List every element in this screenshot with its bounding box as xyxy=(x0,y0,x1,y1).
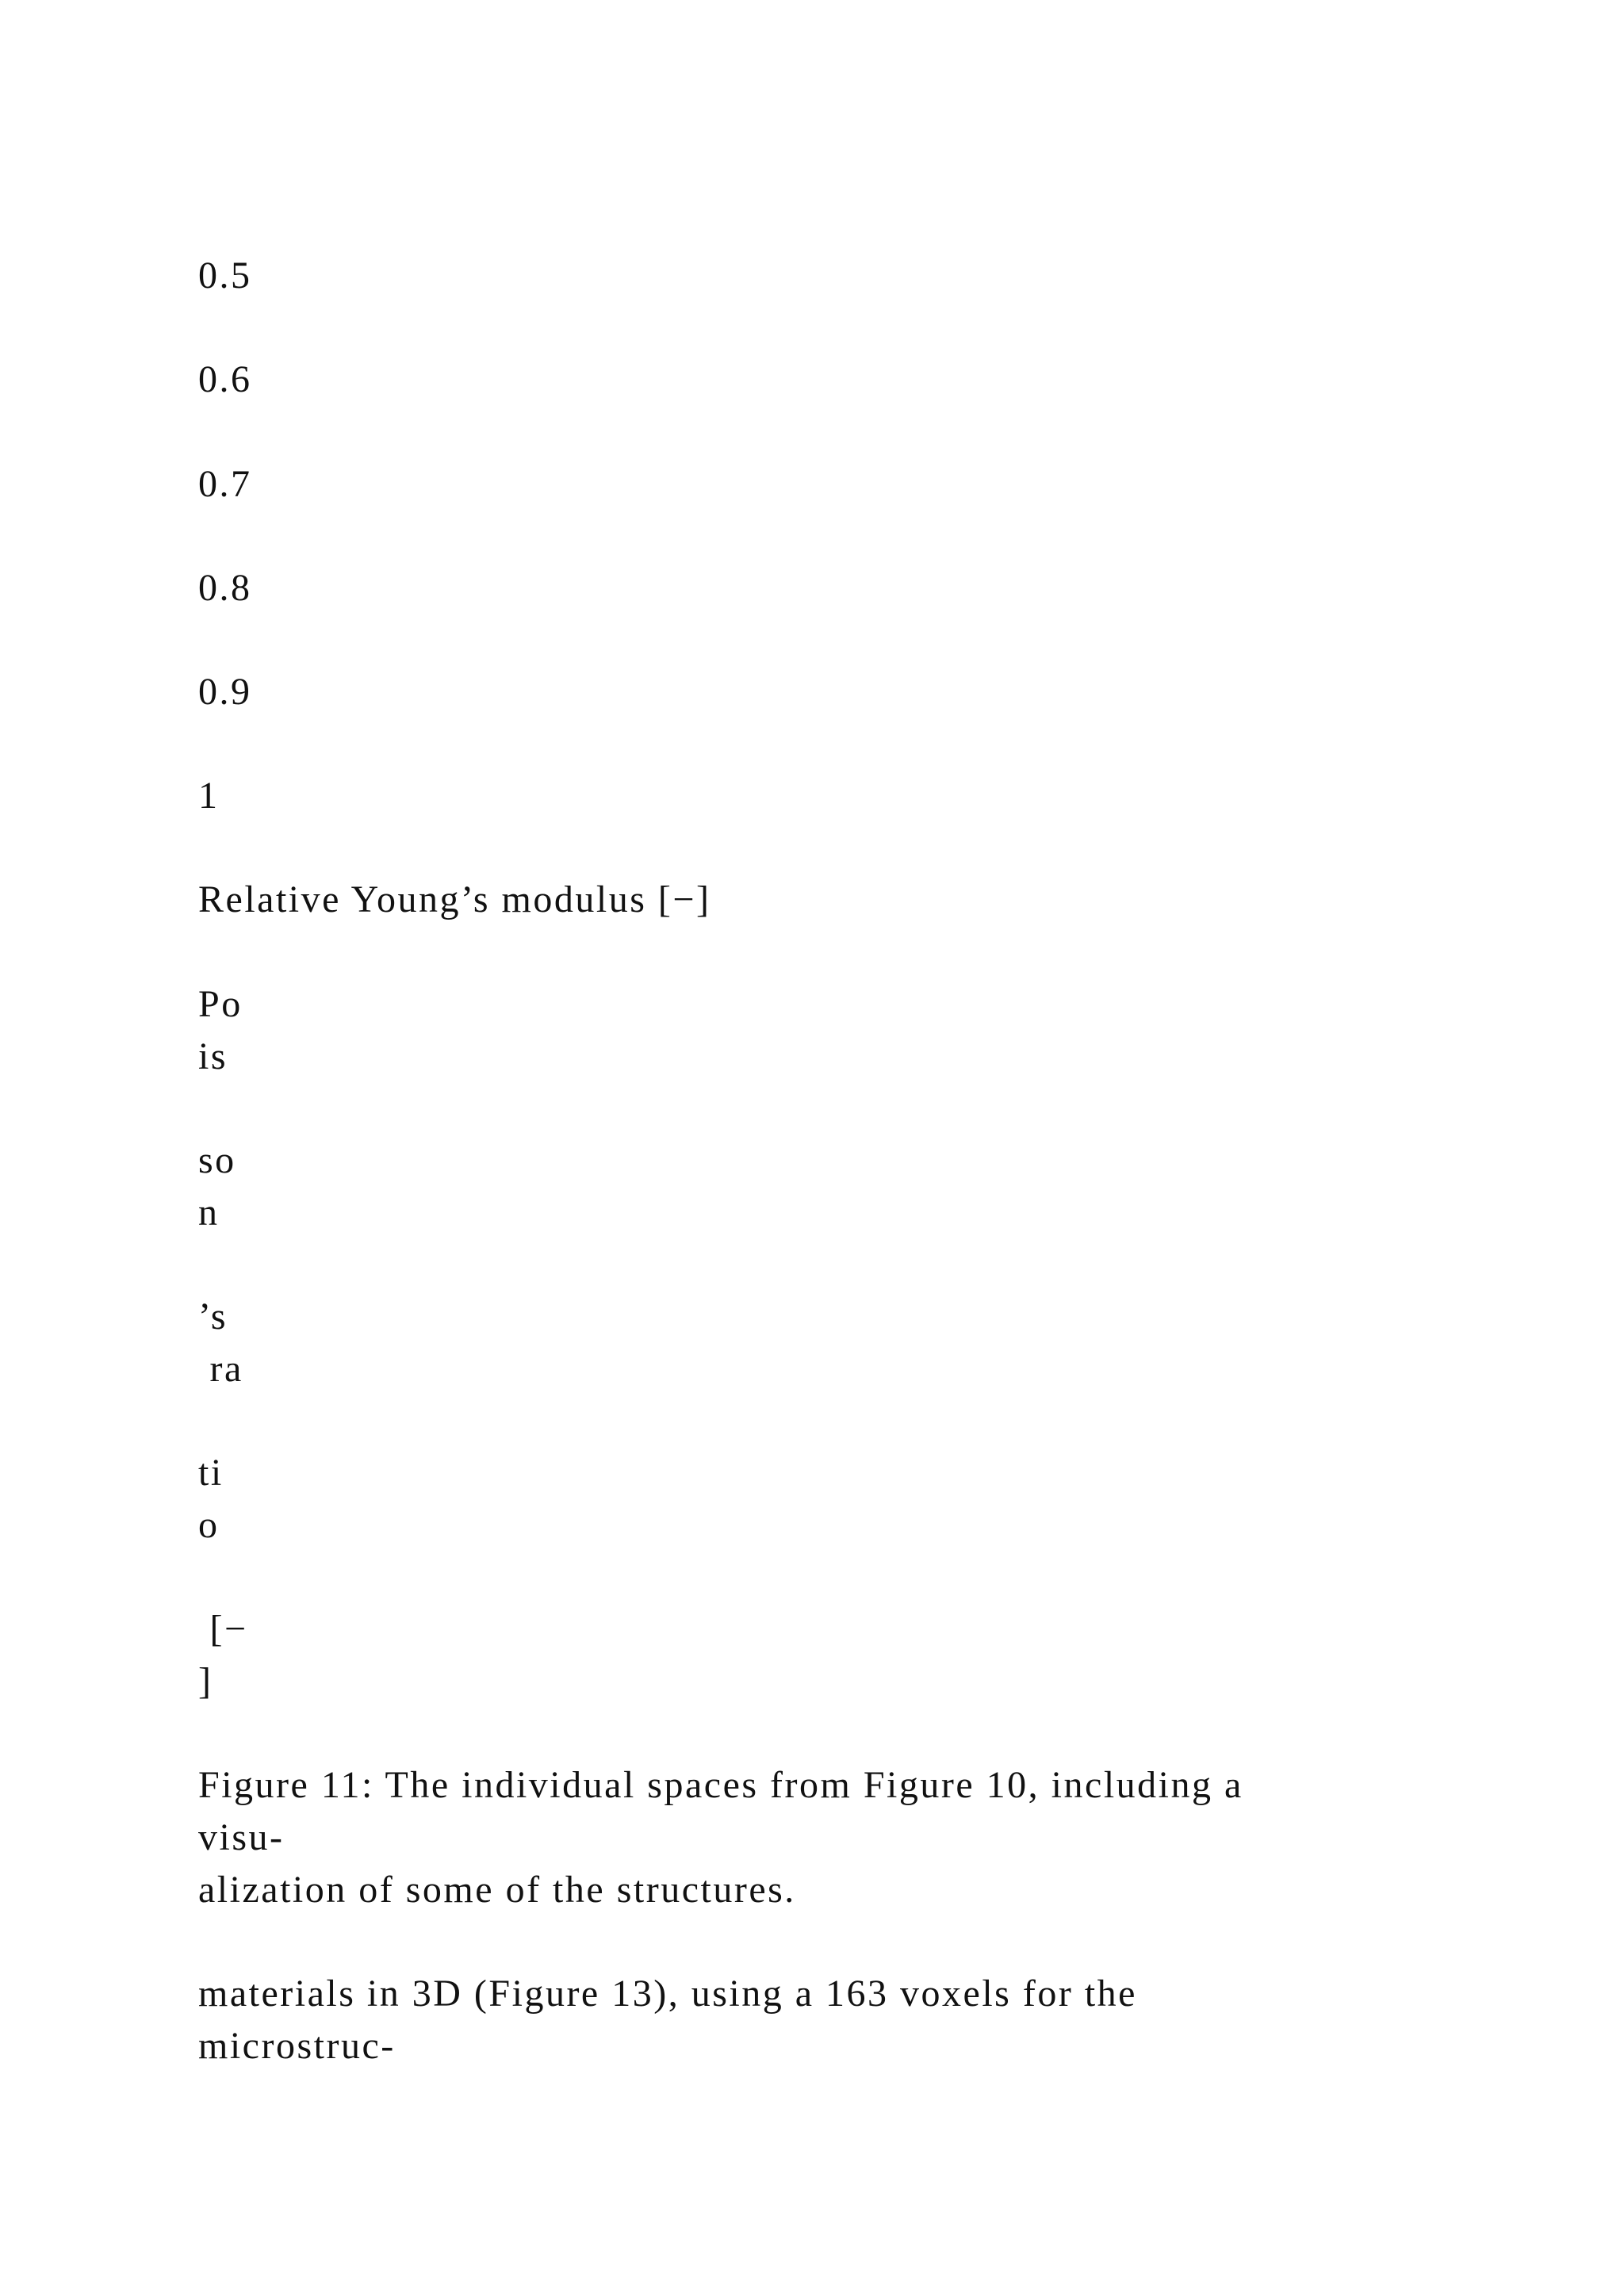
y-axis-label-fragment: [− xyxy=(198,1608,248,1650)
tick-label-1: 1 xyxy=(198,775,220,817)
tick-label-0-9: 0.9 xyxy=(198,671,252,713)
y-axis-label-fragment: ’s xyxy=(198,1295,228,1337)
y-axis-label-fragment: n xyxy=(198,1192,220,1234)
y-axis-label-fragment: Po xyxy=(198,983,243,1025)
tick-label-0-6: 0.6 xyxy=(198,358,252,400)
x-axis-label: Relative Young’s modulus [−] xyxy=(198,878,711,920)
figure-caption-line: alization of some of the structures. xyxy=(198,1869,796,1911)
body-text-line: microstruc- xyxy=(198,2025,396,2067)
tick-label-0-8: 0.8 xyxy=(198,567,252,609)
y-axis-label-fragment: ti xyxy=(198,1452,224,1494)
tick-label-0-5: 0.5 xyxy=(198,254,252,297)
figure-caption-line: visu- xyxy=(198,1816,285,1858)
tick-label-0-7: 0.7 xyxy=(198,463,252,505)
y-axis-label-fragment: is xyxy=(198,1035,228,1077)
figure-caption-line: Figure 11: The individual spaces from Figure 10, including a xyxy=(198,1764,1243,1806)
y-axis-label-fragment: ra xyxy=(198,1348,243,1390)
y-axis-label-fragment: o xyxy=(198,1504,220,1546)
body-text-line: materials in 3D (Figure 13), using a 163 voxels for the xyxy=(198,1973,1137,2015)
y-axis-label-fragment: so xyxy=(198,1139,236,1181)
y-axis-label-fragment: ] xyxy=(198,1660,213,1702)
